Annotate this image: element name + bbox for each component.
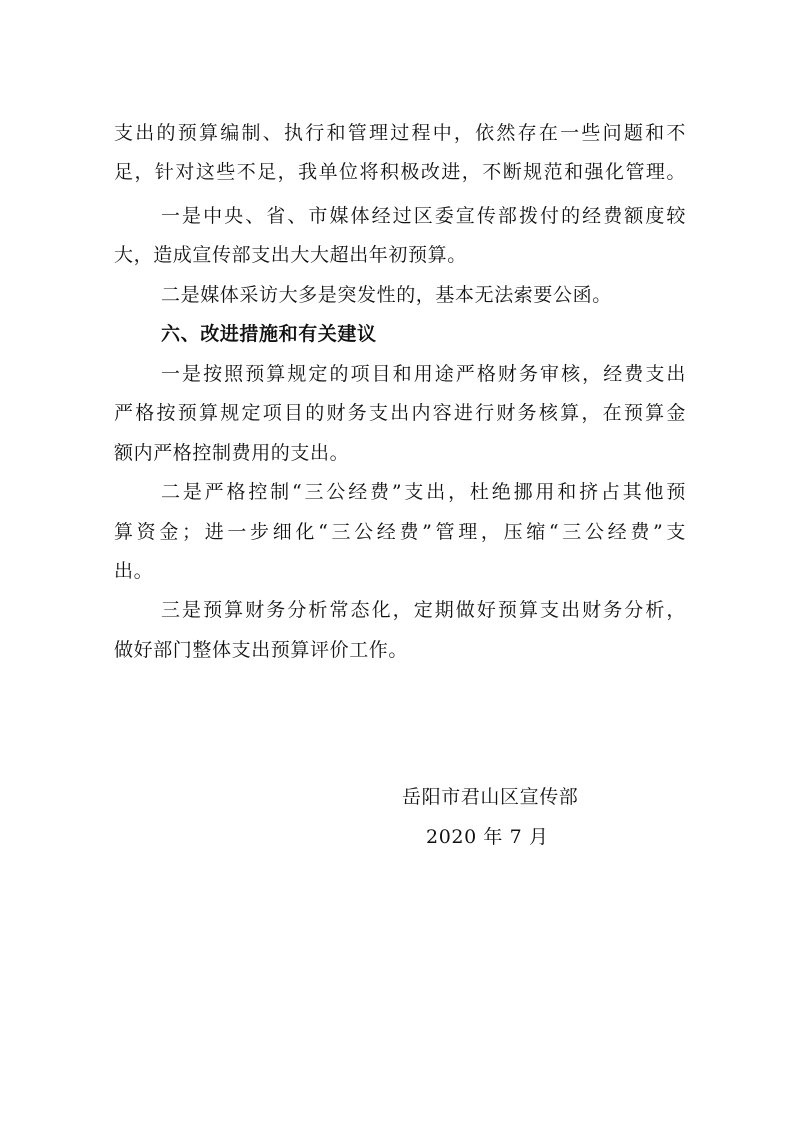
- paragraph-line: 额内严格控制费用的支出。: [114, 442, 350, 464]
- signature-organization: 岳阳市君山区宣传部: [402, 786, 579, 808]
- paragraph-line: 二是严格控制“三公经费”支出，杜绝挪用和挤占其他预: [161, 481, 686, 503]
- paragraph-line: 做好部门整体支出预算评价工作。: [114, 639, 409, 661]
- signature-date: 2020 年 7 月: [426, 826, 549, 848]
- paragraph-line: 严格按预算规定项目的财务支出内容进行财务核算，在预算金: [114, 402, 686, 424]
- paragraph-line: 三是预算财务分析常态化，定期做好预算支出财务分析，: [161, 599, 686, 621]
- paragraph-line: 足，针对这些不足，我单位将积极改进，不断规范和强化管理。: [114, 161, 686, 183]
- section-heading: 六、改进措施和有关建议: [161, 323, 377, 345]
- paragraph-line: 二是媒体采访大多是突发性的，基本无法索要公函。: [161, 284, 612, 306]
- paragraph-line: 出。: [114, 560, 154, 582]
- paragraph-line: 算资金；进一步细化“三公经费”管理，压缩“三公经费”支: [114, 521, 686, 543]
- paragraph-line: 一是中央、省、市媒体经过区委宣传部拨付的经费额度较: [161, 205, 686, 227]
- paragraph-line: 大，造成宣传部支出大大超出年初预算。: [114, 244, 467, 266]
- paragraph-line: 一是按照预算规定的项目和用途严格财务审核，经费支出: [161, 363, 686, 385]
- paragraph-line: 支出的预算编制、执行和管理过程中，依然存在一些问题和不: [114, 122, 686, 144]
